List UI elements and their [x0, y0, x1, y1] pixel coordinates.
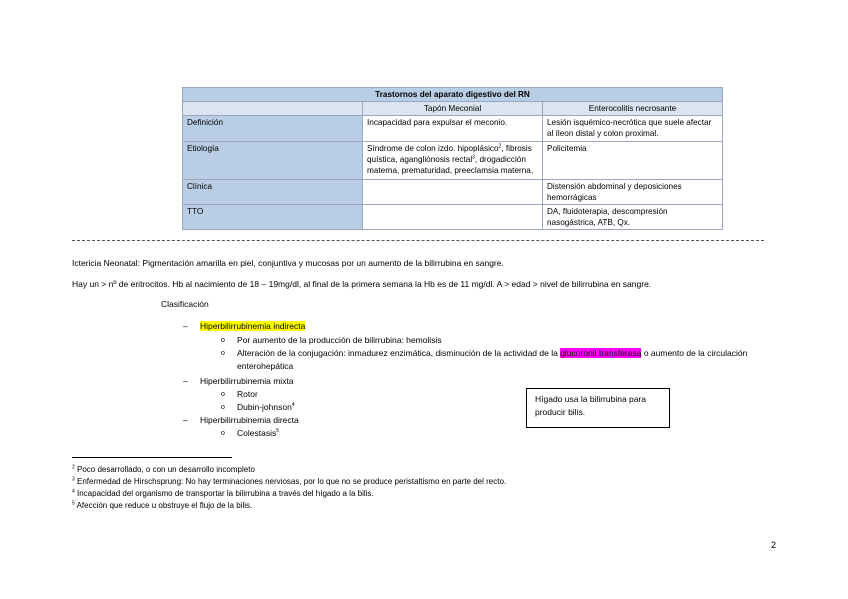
list-item-dubin [221, 401, 751, 414]
cell-etiologia-tapon [363, 142, 543, 180]
footnote-ref-4: 4 [291, 402, 295, 409]
digestive-disorders-table [182, 87, 723, 230]
footnote-3 [72, 477, 506, 486]
footnote-ref-3: 3 [472, 154, 475, 161]
dash-bullet: – [183, 415, 188, 425]
table-corner [183, 102, 363, 116]
table-title: Trastornos del aparato digestivo del RN [183, 88, 723, 102]
cell-tto-tapon [363, 205, 543, 230]
row-label-clinica: Clínica [183, 180, 363, 205]
etiologia-text-c: , drogadicción materna, prematuridad, preeclamsia materna, [367, 155, 534, 175]
dubin-label: Dubin-johnson [237, 402, 292, 412]
cell-tto-enterocolitis: DA, fluidoterapia, descompresión nasogástrica, ATB, Qx. [543, 205, 723, 230]
directa-label: Hiperbilirrubinemia directa [200, 415, 299, 425]
footnote-text: Poco desarrollado, o con un desarrollo incompleto [74, 465, 255, 474]
cell-definicion-tapon: Incapacidad para expulsar el meconio. [363, 116, 543, 142]
footnote-number: 2 [72, 464, 75, 471]
ictericia-paragraph: Ictericia Neonatal: Pigmentación amarilla en piel, conjuntiva y mucosas por un aumento de la bilirrubina en sangre. [72, 258, 504, 268]
clasificacion-heading: Clasificación [161, 299, 209, 309]
cell-definicion-enterocolitis: Lesión isquémico-necrótica que suele afectar al íleon distal y colon proximal. [543, 116, 723, 142]
circle-bullet: o [221, 430, 225, 437]
footnote-number: 3 [72, 476, 75, 483]
footnote-number: 5 [72, 500, 75, 507]
footnote-ref-5: 5 [276, 428, 279, 435]
footnote-text: Afección que reduce u obstruye el flujo de la bilis. [74, 501, 253, 510]
footnote-2 [72, 465, 255, 474]
etiologia-text-b: , fibrosis quística, agangliónosis rectal [367, 144, 532, 164]
footnote-text: Incapacidad del organismo de transportar la bilirrubina a través del hígado a la bilis. [74, 489, 374, 498]
circle-bullet: o [221, 350, 225, 357]
conjugacion-text-a: Alteración de la conjugación: inmadurez enzimática, disminución de la actividad de la [237, 348, 561, 358]
cell-clinica-enterocolitis: Distensión abdominal y deposiciones hemorrágicas [543, 180, 723, 205]
list-item-directa [183, 415, 299, 425]
dash-bullet: – [183, 376, 188, 386]
list-item-hemolisis [221, 334, 751, 347]
footnote-4 [72, 489, 374, 498]
row-label-definicion: Definición [183, 116, 363, 142]
footnote-number: 4 [72, 488, 75, 495]
dashed-separator [72, 240, 764, 241]
circle-bullet: o [221, 337, 225, 344]
circle-bullet: o [221, 404, 225, 411]
list-item-rotor [221, 388, 751, 401]
list-item-conjugacion [221, 347, 751, 373]
circle-bullet: o [221, 391, 225, 398]
conjugacion-text-b: o aumento de la circulación enterohepática [237, 348, 748, 371]
col-header-enterocolitis: Enterocolitis necrosante [543, 102, 723, 116]
row-label-etiologia: Etiología [183, 142, 363, 180]
footnote-text: Enfermedad de Hirschsprung: No hay terminaciones nerviosas, por lo que no se produce peristaltismo en parte del recto. [74, 477, 507, 486]
hemolisis-text: Por aumento de la producción de bilirrubina: hemolisis [237, 335, 442, 345]
footnote-5 [72, 501, 252, 510]
conjugacion-text [237, 347, 751, 373]
dubin-text [237, 401, 751, 414]
indirecta-label: Hiperbilirrubinemia indirecta [200, 321, 306, 331]
glucoronil-highlight: glucoronil transferasa [560, 348, 642, 358]
footnote-separator [72, 457, 232, 458]
rotor-text: Rotor [237, 389, 258, 399]
mixta-label: Hiperbilirrubinemia mixta [200, 376, 294, 386]
cell-clinica-tapon [363, 180, 543, 205]
note-textbox: Hígado usa la bilirrubina para producir bilis. [526, 388, 670, 428]
dash-bullet: – [183, 321, 188, 331]
list-item-indirecta [183, 321, 305, 331]
page-number: 2 [771, 540, 777, 550]
colestasis-text [237, 427, 751, 440]
list-item-colestasis [221, 427, 751, 440]
eritrocitos-paragraph: Hay un > nº de eritrocitos. Hb al nacimiento de 18 – 19mg/dl, al final de la primera semana la Hb es de 11 mg/dl. A > edad > nivel de bilirrubina en sangre. [72, 279, 652, 289]
col-header-tapon: Tapón Meconial [363, 102, 543, 116]
list-item-mixta [183, 376, 294, 386]
etiologia-text-a: Síndrome de colon izdo. hipoplásico [367, 144, 499, 153]
footnote-ref-2: 2 [498, 143, 502, 150]
cell-etiologia-enterocolitis: Policitemia [543, 142, 723, 180]
colestasis-label: Colestasis [237, 428, 277, 438]
row-label-tto: TTO [183, 205, 363, 230]
